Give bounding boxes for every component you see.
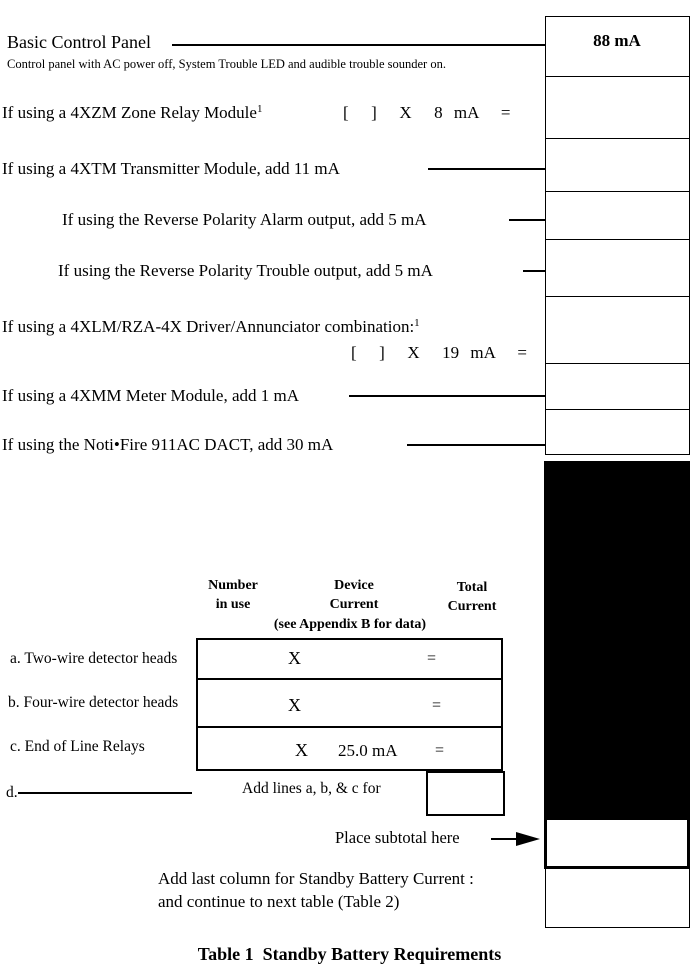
basic-panel-title: Basic Control Panel	[7, 32, 151, 52]
fillin-box-4xmm[interactable]	[545, 363, 690, 410]
row-a-label: a. Two-wire detector heads	[10, 650, 178, 667]
worksheet-row-b-cells[interactable]	[198, 680, 501, 725]
row-c-device-current: 25.0 mA	[338, 741, 398, 760]
col-header-text: Number	[208, 578, 258, 593]
instruction-dact: If using the Noti•Fire 911AC DACT, add 30 mA	[2, 435, 334, 454]
instruction-text: If using a 4XLM/RZA-4X Driver/Annunciator combination:	[2, 317, 415, 336]
fillin-box-rp-trouble[interactable]	[545, 239, 690, 297]
instruction-4xlm	[2, 317, 420, 337]
footnote-ref: 1	[256, 103, 263, 115]
basic-panel-current-value: 88 mA	[593, 31, 641, 50]
subtotal-arrow-icon	[516, 832, 540, 846]
worksheet-col2-header	[314, 577, 394, 615]
basic-panel-subtitle: Control panel with AC power off, System Trouble LED and audible trouble sounder on.	[7, 57, 446, 71]
col-header-text: Device	[334, 578, 374, 593]
instruction-4xzm-calc: [ ] X 8 mA =	[343, 103, 511, 122]
instruction-rp-trouble: If using the Reverse Polarity Trouble output, add 5 mA	[58, 261, 433, 280]
row-c-equals: =	[435, 742, 445, 759]
instruction-4xmm: If using a 4XMM Meter Module, add 1 mA	[2, 386, 299, 405]
worksheet-row-a-cells[interactable]	[198, 640, 501, 677]
connector-line	[172, 44, 545, 46]
fillin-box-4xzm[interactable]	[545, 76, 690, 139]
fillin-box-rp-alarm[interactable]	[545, 191, 690, 240]
row-d-label: d.	[6, 784, 18, 801]
worksheet-col3-header	[432, 579, 512, 617]
table-caption: Table 1 Standby Battery Requirements	[197, 944, 502, 964]
row-d-text: Add lines a, b, & c for	[242, 780, 381, 797]
instruction-text: If using a 4XZM Zone Relay Module	[2, 103, 257, 122]
connector-line	[349, 395, 545, 397]
footer-note-line2: and continue to next table (Table 2)	[158, 892, 400, 911]
worksheet-header-note: (see Appendix B for data)	[273, 617, 427, 632]
col-header-text: Current	[447, 598, 497, 614]
basic-panel-current-box	[545, 16, 690, 77]
subtotal-label: Place subtotal here	[335, 828, 460, 847]
footnote-ref: 1	[414, 317, 420, 329]
connector-line	[509, 219, 545, 221]
row-a-times: X	[288, 648, 301, 668]
row-c-label: c. End of Line Relays	[10, 738, 145, 755]
row-b-label: b. Four-wire detector heads	[8, 694, 179, 711]
worksheet-col1-header	[193, 577, 273, 615]
col-header-text: Total	[456, 580, 488, 595]
row-d-line	[18, 792, 192, 794]
connector-line	[428, 168, 545, 170]
connector-line	[407, 444, 545, 446]
instruction-rp-alarm: If using the Reverse Polarity Alarm output, add 5 mA	[62, 210, 427, 229]
fillin-box-4xlm[interactable]	[545, 296, 690, 364]
connector-line	[523, 270, 545, 272]
fillin-box-dact[interactable]	[545, 409, 690, 455]
footer-note-line1: Add last column for Standby Battery Current :	[158, 869, 474, 888]
fillin-box-4xtm[interactable]	[545, 138, 690, 192]
row-c-times: X	[295, 740, 308, 760]
col-header-text: Current	[329, 596, 379, 612]
instruction-4xtm: If using a 4XTM Transmitter Module, add 11 mA	[2, 159, 340, 178]
instruction-4xzm	[2, 103, 262, 123]
subtotal-box[interactable]	[544, 817, 690, 869]
row-b-equals: =	[432, 697, 442, 714]
row-b-times: X	[288, 695, 301, 715]
standby-current-box[interactable]	[545, 868, 690, 928]
row-a-equals: =	[427, 650, 437, 667]
black-fill-region	[544, 461, 690, 818]
instruction-4xlm-calc: [ ] X 19 mA =	[351, 343, 527, 362]
col-header-text: in use	[215, 596, 251, 612]
row-d-total-box[interactable]	[426, 771, 505, 816]
